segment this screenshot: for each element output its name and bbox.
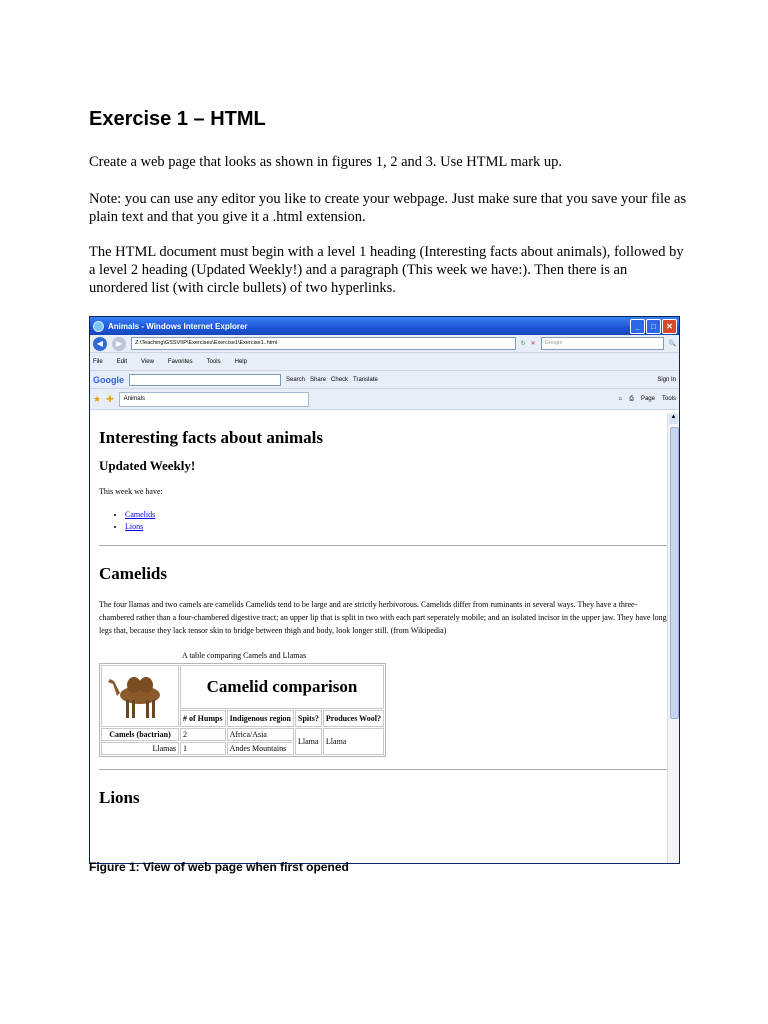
header-spits: Spits? — [295, 710, 322, 727]
toolbar-sign-in[interactable]: Sign In — [657, 376, 676, 383]
camel-icon — [104, 667, 174, 723]
table-row — [101, 728, 384, 741]
page-menu[interactable]: Page — [640, 395, 655, 402]
camelids-link[interactable]: Camelids — [125, 510, 156, 519]
menu-bar — [90, 353, 679, 371]
divider — [99, 545, 669, 546]
menu-file[interactable]: File — [93, 358, 103, 365]
instruction-paragraph-3: The HTML document must begin with a level 1 heading (Interesting facts about animals), followed by a level 2 heading (Updated Weekly!) and a paragraph (This week we have:). Then there is an unordered list (with circle bullets) of two hyperlinks. — [89, 244, 684, 296]
link-list — [99, 509, 669, 533]
list-item — [125, 521, 669, 533]
instruction-paragraph-2: Note: you can use any editor you like to create your webpage. Just make sure that you save your file as plain text and that you give it a .html extension. — [89, 191, 687, 225]
figure-caption: Figure 1: View of web page when first opened — [89, 860, 349, 874]
browser-titlebar — [90, 317, 679, 335]
address-field[interactable]: Z:\Teaching\GSSVI\P\Exercises\Exercise1\Exercise1..html — [131, 337, 516, 350]
intro-text: This week we have: — [99, 487, 163, 496]
row-humps: 1 — [180, 742, 226, 755]
google-search-input[interactable] — [129, 374, 281, 386]
table-caption: A table comparing Camels and Llamas — [182, 651, 307, 660]
scrollbar-thumb[interactable] — [670, 427, 679, 719]
menu-help[interactable]: Help — [234, 358, 247, 365]
page-heading-1: Interesting facts about animals — [99, 428, 323, 447]
tab-animals[interactable]: Animals — [119, 392, 309, 407]
stop-icon[interactable]: ✕ — [530, 341, 536, 347]
page-content — [93, 413, 675, 863]
menu-tools[interactable]: Tools — [206, 358, 221, 365]
address-toolbar — [90, 335, 679, 353]
camel-image — [101, 665, 179, 727]
tools-menu[interactable]: Tools — [661, 395, 676, 402]
header-wool: Produces Wool? — [323, 710, 384, 727]
google-toolbar — [90, 371, 679, 389]
add-favorites-icon[interactable]: ✚ — [106, 393, 114, 404]
wool-cell: Llama — [323, 728, 384, 755]
back-button[interactable]: ◀ — [93, 337, 107, 351]
row-name: Llamas — [101, 742, 179, 755]
row-region: Andes Mountains — [227, 742, 294, 755]
spits-cell: Llama — [295, 728, 322, 755]
page-heading-2: Updated Weekly! — [99, 458, 196, 473]
favorites-star-icon[interactable]: ★ — [93, 393, 102, 404]
forward-button[interactable]: ▶ — [112, 337, 126, 351]
list-item — [125, 509, 669, 521]
menu-view[interactable]: View — [141, 358, 154, 365]
window-title: Animals - Windows Internet Explorer — [108, 321, 248, 331]
toolbar-check[interactable]: Check — [331, 376, 349, 383]
ie-logo-icon — [93, 321, 104, 332]
lions-link[interactable]: Lions — [125, 522, 144, 531]
home-icon[interactable]: ⌂ — [618, 395, 623, 402]
close-icon[interactable]: ✕ — [662, 319, 677, 334]
print-icon[interactable]: ⎙ — [629, 395, 634, 402]
toolbar-search[interactable]: Search — [286, 376, 306, 383]
instruction-paragraph-1: Create a web page that looks as shown in figures 1, 2 and 3. Use HTML mark up. — [89, 154, 563, 170]
ie-browser-window — [89, 316, 680, 864]
toolbar-share[interactable]: Share — [310, 376, 327, 383]
vertical-scrollbar[interactable] — [667, 413, 679, 863]
camelids-heading: Camelids — [99, 564, 167, 583]
row-humps: 2 — [180, 728, 226, 741]
maximize-icon[interactable]: □ — [646, 319, 661, 334]
toolbar-translate[interactable]: Translate — [353, 376, 378, 383]
camelid-comparison-table — [99, 663, 386, 757]
scroll-up-icon[interactable]: ▲ — [669, 414, 678, 424]
minimize-icon[interactable]: _ — [630, 319, 645, 334]
table-title: Camelid comparison — [180, 665, 384, 709]
divider — [99, 769, 669, 770]
camelids-text: The four llamas and two camels are camelids Camelids tend to be large and are strictly herbivorous. Camelids differ from ruminants in several ways. They have a three-chambered rather than a four-chambered digestive tract; an upper lip that is split in two with each part seperately mobile; and an isolated incisor in the upper jaw. They have long legs that, because they lack tensor skin to bridge between thigh and body, look longer still. (from Wikipedia) — [99, 600, 667, 635]
search-input[interactable]: Google — [541, 337, 664, 350]
row-name: Camels (bactrian) — [101, 728, 179, 741]
search-go-icon[interactable]: 🔍 — [668, 341, 677, 347]
menu-edit[interactable]: Edit — [116, 358, 128, 365]
tab-bar — [90, 389, 679, 410]
menu-favorites[interactable]: Favorites — [167, 358, 193, 365]
lions-heading: Lions — [99, 788, 140, 807]
document-title: Exercise 1 – HTML — [89, 108, 266, 130]
header-region: Indigenous region — [227, 710, 294, 727]
google-logo: Google — [93, 374, 124, 385]
refresh-icon[interactable]: ↻ — [520, 341, 526, 347]
header-humps: # of Humps — [180, 710, 226, 727]
row-region: Africa/Asia — [227, 728, 294, 741]
